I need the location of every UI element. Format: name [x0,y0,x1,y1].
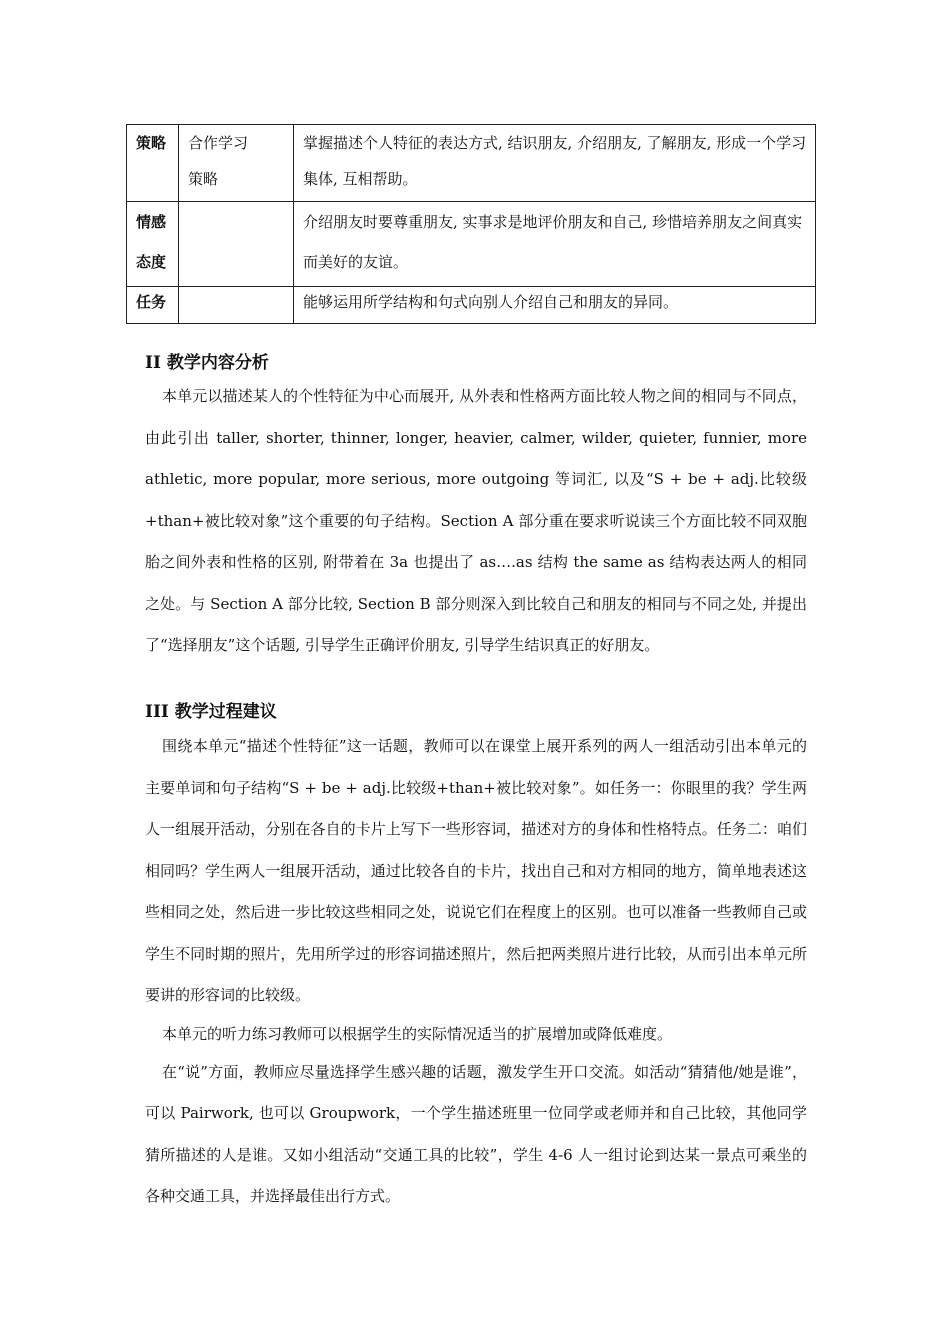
row-label: 情感 态度 [127,202,179,287]
section-3-body [145,726,807,1218]
section-2-paragraph: 本单元以描述某人的个性特征为中心而展开, 从外表和性格两方面比较人物之间的相同与不同点，由此引出 taller, shorter, thinner, longer, heavier, calmer, wilder, quieter, funnier, more athletic, more popular, more serious, more outgoing 等词汇, 以及“S + be + adj.比较级+than+被比较对象”这个重要的句子结构。Section A 部分重在要求听说读三个方面比较不同双胞胎之间外表和性格的区别, 附带着在 3a 也提出了 as….as 结构 the same as 结构表达两人的相同之处。与 Section A 部分比较, Section B 部分则深入到比较自己和朋友的相同与不同之处, 并提出了“选择朋友”这个话题, 引导学生正确评价朋友, 引导学生结识真正的好朋友。 [145,387,807,654]
row-content: 掌握描述个人特征的表达方式, 结识朋友, 介绍朋友, 了解朋友, 形成一个学习集体, 互相帮助。 [294,125,816,202]
row-content: 能够运用所学结构和句式向别人介绍自己和朋友的异同。 [294,287,816,324]
row-label: 任务 [127,287,179,324]
row-content: 介绍朋友时要尊重朋友, 实事求是地评价朋友和自己, 珍惜培养朋友之间真实而美好的友谊。 [294,202,816,287]
section-3-heading: III 教学过程建议 [145,702,277,722]
section-2-heading: II 教学内容分析 [145,353,269,373]
row-sublabel: 合作学习 策略 [179,125,294,202]
table-row [127,125,816,202]
section-3-paragraph-3: 在“说”方面，教师应尽量选择学生感兴趣的话题，激发学生开口交流。如活动“猜猜他/她是谁”，可以 Pairwork, 也可以 Groupwork，一个学生描述班里一位同学或老师并和自己比较，其他同学猜所描述的人是谁。又如小组活动“交通工具的比较”，学生 4-6 人一组讨论到达某一景点可乘坐的各种交通工具，并选择最佳出行方式。 [145,1062,807,1205]
table-row [127,202,816,287]
section-3-paragraph-2: 本单元的听力练习教师可以根据学生的实际情况适当的扩展增加或降低难度。 [162,1024,673,1043]
section-3-paragraph-1: 围绕本单元“描述个性特征”这一话题，教师可以在课堂上展开系列的两人一组活动引出本单元的主要单词和句子结构“S + be + adj.比较级+than+被比较对象”。如任务一：你眼里的我？学生两人一组展开活动，分别在各自的卡片上写下一些形容词，描述对方的身体和性格特点。任务二：咱们相同吗？学生两人一组展开活动，通过比较各自的卡片，找出自己和对方相同的地方，简单地表述这些相同之处，然后进一步比较这些相同之处，说说它们在程度上的区别。也可以准备一些教师自己或学生不同时期的照片，先用所学过的形容词描述照片，然后把两类照片进行比较，从而引出本单元所要讲的形容词的比较级。 [145,737,807,1004]
row-sublabel [179,202,294,287]
table-row [127,287,816,324]
objectives-table [126,124,816,324]
row-label: 策略 [127,125,179,202]
section-2-body [145,376,807,667]
row-sublabel [179,287,294,324]
